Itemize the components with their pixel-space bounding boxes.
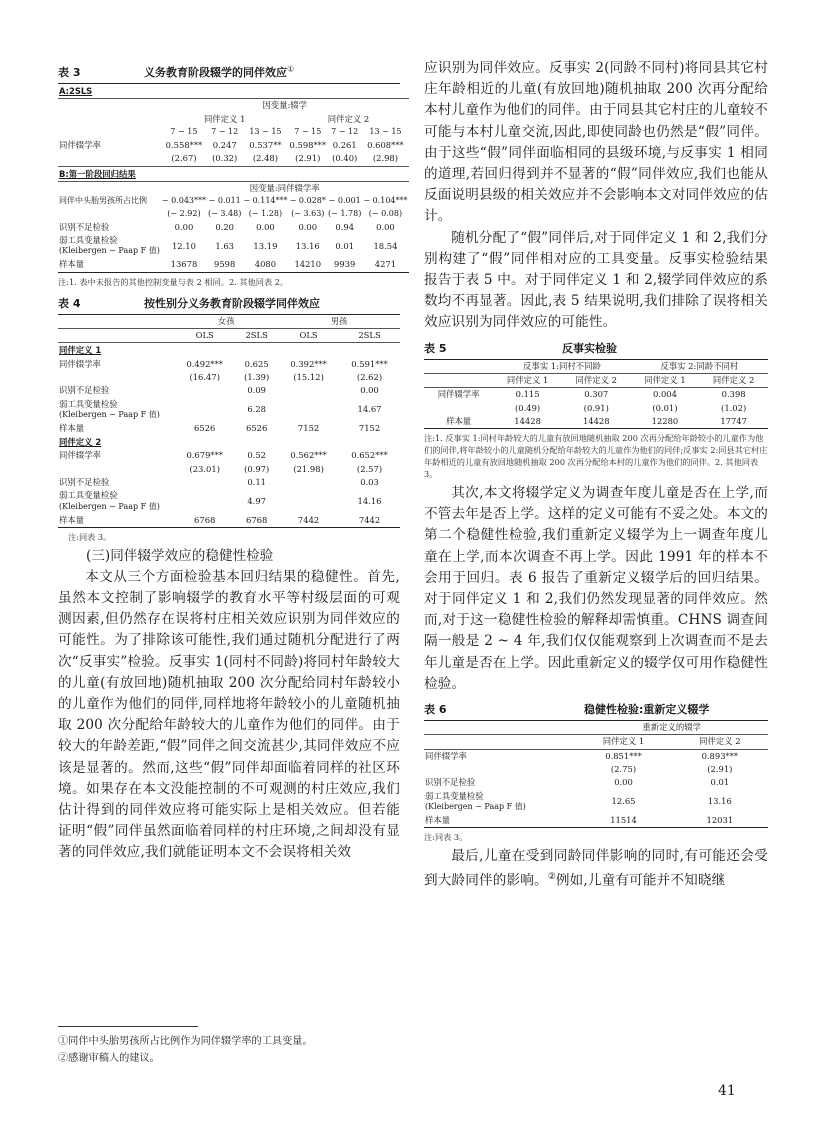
table3-cell: 14210 <box>289 258 328 272</box>
table4-row-label: 识别不足检验 <box>59 477 110 488</box>
table3-cell: − 0.043*** <box>161 196 207 206</box>
table3-cell: (− 1.78) <box>328 209 362 218</box>
table5-def: 同伴定义 2 <box>699 373 768 387</box>
table4-cell: 6768 <box>174 514 235 528</box>
table4-cell: (0.97) <box>244 463 270 474</box>
table3-age: 7 − 12 <box>211 127 239 137</box>
table4-boys: 男孩 <box>330 315 348 326</box>
table6-caption <box>424 701 768 721</box>
table4-row-label: 同伴辍学率 <box>59 358 101 369</box>
table4-cell: 6526 <box>245 422 268 433</box>
table5-cell: 0.004 <box>652 389 677 400</box>
table5-cf1: 反事实 1:同村不同龄 <box>523 360 601 371</box>
table5-cell: 12280 <box>631 415 700 429</box>
table5-row-label: 样本量 <box>424 415 493 429</box>
table3-cell: 0.01 <box>335 240 355 251</box>
table3-row-label: 弱工具变量检验 <box>59 235 118 246</box>
table3-age: 7 − 12 <box>331 127 359 137</box>
table4-number: 表 4 <box>58 296 81 310</box>
table3-row-label: 识别不足检验 <box>59 221 110 232</box>
table5 <box>424 360 768 430</box>
table3-number: 表 3 <box>58 66 81 79</box>
table4-cell: 7152 <box>358 422 381 433</box>
body-paragraph <box>424 846 768 892</box>
table3-cell: (2.91) <box>289 152 328 166</box>
table6-def: 同伴定义 1 <box>575 735 671 749</box>
table6-cell: 13.16 <box>707 796 732 807</box>
table6-dep: 重新定义的辍学 <box>642 721 701 732</box>
table3-cell: 13.16 <box>295 240 320 251</box>
footnote-mark: ② <box>547 872 556 883</box>
table4-cell: 0.652*** <box>351 450 388 461</box>
body-paragraph: 本文从三个方面检验基本回归结果的稳健性。首先,虽然本文控制了影响辍学的教育水平等村级层面的可观测因素,但仍然存在误将村庄相关效应识别为同伴效应的可能性。为了排除该可能性,我们通过随机分配进行了两次“反事实”检验。反事实 1(同村不同龄)将同村年龄较大的儿童(有放回地)随机抽取 200 次分配给同村年龄较小的儿童作为他们的同伴,同样地将年龄较小的儿童随机抽取 200 次分配给年龄较大的儿童作为他们的同伴。由于较大的年龄差距,“假”同伴之间交流甚少,其同伴效应不应该是显著的。然而,这些“假”同伴却面临着同样的社区环境。如果存在本文没能控制的不可观测的村庄效应,我们估计得到的同伴效应将可能实际上是相关效应。但若能证明“假”同伴虽然面临着同样的村庄环境,之间却没有显著的同伴效应,我们就能证明本文不会误将相关效 <box>58 568 400 861</box>
table3-title: 义务教育阶段辍学的同伴效应 <box>144 66 287 79</box>
table6-cell: 0.893*** <box>701 750 739 761</box>
table4-cell: 7442 <box>278 514 339 528</box>
table3-age: 7 − 15 <box>170 127 198 137</box>
table3-cell: 4080 <box>242 258 288 272</box>
table4-row-label: 弱工具变量检验 <box>59 398 118 409</box>
table3-cell: (− 0.08) <box>368 209 403 218</box>
page-number: 41 <box>718 1083 736 1099</box>
table4 <box>58 315 400 528</box>
table3-cell: − 0.114*** <box>243 196 288 206</box>
table3-cell: 0.598*** <box>289 139 327 150</box>
table3-cell: 0.00 <box>298 221 318 232</box>
table3-row-label: 同伴中头胎男孩所占比例 <box>59 196 147 206</box>
table5-cell: 0.307 <box>584 389 609 400</box>
table3-cell: 0.261 <box>332 139 357 150</box>
table4-cell: 7152 <box>297 422 320 433</box>
table3-cell: − 0.011 <box>208 196 241 206</box>
table6-row-label: 识别不足检验 <box>425 777 476 788</box>
table4-cell: 14.16 <box>357 495 382 506</box>
table6-def: 同伴定义 2 <box>672 735 768 749</box>
table4-cell: 14.67 <box>357 403 382 414</box>
table4-row-label: 识别不足检验 <box>59 385 110 396</box>
table3-def1: 同伴定义 1 <box>203 113 246 124</box>
table5-number: 表 5 <box>424 341 447 355</box>
table6-cell: 0.851*** <box>605 750 642 761</box>
table4-cell: 0.00 <box>360 385 379 396</box>
table4-cell: 7442 <box>339 514 400 528</box>
table4-row-label: (Kleibergen − Paap F 值) <box>59 409 160 419</box>
table5-cell: 17747 <box>699 415 768 429</box>
table3-cell: − 0.001 <box>328 196 361 206</box>
footnote: ②感谢审稿人的建议。 <box>58 1053 160 1064</box>
table3-cell: (2.67) <box>161 152 207 166</box>
table6-row-label: (Kleibergen − Paap F 值) <box>425 802 526 812</box>
table3-cell: − 0.104*** <box>363 196 408 206</box>
table3-cell: 13.19 <box>253 240 278 251</box>
table6-cell: 0.01 <box>710 777 730 788</box>
table3-cell: (− 3.63) <box>291 209 325 218</box>
table3-cell: 4271 <box>362 258 408 272</box>
table5-cell: (0.49) <box>515 402 541 413</box>
table6-cell: (2.91) <box>707 763 733 774</box>
table4-caption <box>58 295 400 315</box>
table4-cell: 0.09 <box>247 385 266 396</box>
table4-cell: 0.392*** <box>290 358 327 369</box>
table5-note: 注:1. 反事实 1:同村年龄较大的儿童有放回地随机抽取 200 次再分配给年龄较小的儿童作为他们的同伴,将年龄较小的儿童随机分配给年龄较大的儿童作为他们的同伴;反事实 2:同县其它村庄年龄相近的儿童有放回地随机抽取 200 次再分配给本村的儿童作为他们的同伴。2. 其他同表 3。 <box>424 433 768 480</box>
table3-cell: 0.00 <box>376 221 395 232</box>
table5-cf2: 反事实 2:同龄不同村 <box>660 360 739 371</box>
table3-cell: 9598 <box>207 258 242 272</box>
table3-cell: (− 3.48) <box>208 209 242 218</box>
table3-cell: 0.608*** <box>367 139 404 150</box>
table3-cell: 9939 <box>327 258 362 272</box>
table5-caption <box>424 340 768 360</box>
table4-method: 2SLS <box>235 328 278 342</box>
table3-cell: 0.00 <box>256 221 275 232</box>
table4-cell: (2.62) <box>356 371 383 382</box>
table3-cell: 12.10 <box>171 240 196 251</box>
body-paragraph: 其次,本文将辍学定义为调查年度儿童是否在上学,而不管去年是否上学。这样的定义可能有不妥之处。本文的第二个稳健性检验,我们重新定义辍学为上一调查年度儿童在上学,而本次调查不再上学。因此 1991 年的样本不会用于回归。表 6 报告了重新定义辍学后的回归结果。对于同伴定义 1 和 2,我们仍然发现显著的同伴效应。然而,对于这一稳健性检验的解释却需慎重。CHNS 调查间隔一般是 2 ~ 4 年,我们仅仅能观察到上次调查而不是去年儿童是否在上学。因此重新定义的辍学仅可用作稳健性检验。 <box>424 484 768 692</box>
table5-def: 同伴定义 1 <box>493 373 562 387</box>
table6-cell: 11514 <box>575 814 671 828</box>
table4-row-label: 样本量 <box>58 514 174 528</box>
left-column <box>58 58 408 864</box>
body-paragraph: 应识别为同伴效应。反事实 2(同龄不同村)将同县其它村庄年龄相近的儿童(有放回地)随机抽取 200 次再分配给本村儿童作为他们的同伴。由于同县其它村庄的儿童较不可能与本村儿童交流,因此,即使同龄也仍然是“假”同伴。由于这些“假”同伴面临相同的县级环境,与反事实 1 相同的道理,若回归得到并不显著的“假”同伴效应,我们也能从反面说明县级的相关效应并不会影响本文对同伴效应的估计。 <box>424 60 768 225</box>
table3-caption <box>58 64 400 84</box>
table4-cell: (1.39) <box>244 371 270 382</box>
table4-cell: 0.03 <box>360 477 379 488</box>
table6-row-label: 弱工具变量检验 <box>425 790 484 801</box>
table3-age: 7 − 15 <box>294 127 322 137</box>
table3-cell: 13678 <box>161 258 207 272</box>
table3-cell: (2.98) <box>362 152 408 166</box>
table3-cell: 1.63 <box>215 240 235 251</box>
body-text: 最后,儿童在受到同龄同伴影响的同时,有可能还会受到大龄同伴的影响。 <box>424 848 768 889</box>
footnote-divider <box>58 1026 198 1027</box>
table3-row-label: 样本量 <box>58 258 161 272</box>
table3-age: 13 − 15 <box>249 127 282 137</box>
right-column <box>424 58 768 892</box>
table4-cell: 4.97 <box>247 495 266 506</box>
table4-cell: (23.01) <box>189 463 220 474</box>
table4-cell: (16.47) <box>189 371 220 382</box>
table3-cell: 18.54 <box>373 240 398 251</box>
table4-cell: 6768 <box>235 514 278 528</box>
table3-cell: 0.537** <box>249 139 282 150</box>
table3-def2: 同伴定义 2 <box>327 113 370 124</box>
table5-cell: 14428 <box>493 415 562 429</box>
table4-cell: 6.28 <box>247 403 266 414</box>
body-paragraph: 随机分配了“假”同伴后,对于同伴定义 1 和 2,我们分别构建了“假”同伴相对应的工具变量。反事实检验结果报告于表 5 中。对于同伴定义 1 和 2,辍学同伴效应的系数均不再显著。因此,表 5 结果说明,我们排除了误将相关效应识别为同伴效应的可能性。 <box>424 229 768 331</box>
table3-cell: (− 1.28) <box>248 209 283 218</box>
table4-cell: 0.679*** <box>186 450 223 461</box>
table5-cell: (1.02) <box>721 402 747 413</box>
table3-age: 13 − 15 <box>369 127 402 137</box>
table3-cell: 0.20 <box>215 221 235 232</box>
table5-cell: 0.398 <box>721 389 746 400</box>
table3 <box>58 84 409 273</box>
table4-cell: 0.52 <box>247 450 266 461</box>
table3-cell: (2.48) <box>242 152 288 166</box>
table4-row-label: 弱工具变量检验 <box>59 490 118 501</box>
table5-title: 反事实检验 <box>562 341 617 355</box>
table3-row-label: (Kleibergen − Paap F 值) <box>59 246 160 256</box>
table6-number: 表 6 <box>424 702 447 716</box>
table6-row-label: 同伴辍学率 <box>425 750 467 761</box>
table3-cell: 0.247 <box>212 139 237 150</box>
table6-note: 注:同表 3。 <box>424 832 468 843</box>
table4-method: OLS <box>278 328 339 342</box>
table4-title: 按性别分义务教育阶段辍学同伴效应 <box>144 296 320 310</box>
table4-cell: (21.98) <box>293 463 324 474</box>
table3-dep-b: 因变量:同伴辍学率 <box>161 181 409 195</box>
table3-panel-a: A:2SLS <box>59 86 93 96</box>
table5-cell: 0.115 <box>515 389 540 400</box>
table6-cell: 12.65 <box>611 796 636 807</box>
table3-cell: 0.00 <box>174 221 194 232</box>
body-text: 例如,儿童有可能并不知晓继 <box>555 872 726 889</box>
table3-cell: (0.32) <box>207 152 242 166</box>
table4-method: 2SLS <box>339 328 400 342</box>
table4-cell: (2.57) <box>356 463 383 474</box>
table5-cell: 14428 <box>562 415 631 429</box>
footnote: ①同伴中头胎男孩所占比例作为同伴辍学率的工具变量。 <box>58 1036 313 1047</box>
table3-cell: − 0.028* <box>289 196 326 206</box>
table6-cell: 0.00 <box>614 777 633 788</box>
table4-def1: 同伴定义 1 <box>59 345 102 356</box>
table6-row-label: 样本量 <box>424 814 575 828</box>
table6-title: 稳健性检验:重新定义辍学 <box>584 702 710 716</box>
table4-cell: 0.625 <box>244 358 269 369</box>
table4-cell: (15.12) <box>293 371 324 382</box>
table5-row-label: 同伴辍学率 <box>437 389 480 400</box>
table4-note: 注:同表 3。 <box>68 531 112 542</box>
table4-girls: 女孩 <box>217 315 235 326</box>
table4-cell: 0.562*** <box>290 450 327 461</box>
table4-row-label: 同伴辍学率 <box>59 450 101 461</box>
table3-footnote-mark: ① <box>287 64 295 74</box>
table4-cell: 0.492*** <box>186 358 223 369</box>
table5-cell: (0.01) <box>652 402 678 413</box>
table3-panel-b: B:第一阶段回归结果 <box>59 168 136 179</box>
table5-cell: (0.91) <box>583 402 609 413</box>
section-heading: (三)同伴辍学效应的稳健性检验 <box>86 547 274 564</box>
table3-cell: 0.94 <box>335 221 355 232</box>
table6 <box>424 721 768 828</box>
table4-row-label: 样本量 <box>59 422 85 433</box>
table6-cell: 12031 <box>672 814 768 828</box>
table4-def2: 同伴定义 2 <box>59 437 102 448</box>
table4-row-label: (Kleibergen − Paap F 值) <box>59 501 160 511</box>
table3-dep-a: 因变量:辍学 <box>161 99 409 113</box>
table3-cell: (0.40) <box>327 152 362 166</box>
table4-cell: 0.11 <box>247 477 266 488</box>
table3-cell: 0.558*** <box>165 139 203 150</box>
table5-def: 同伴定义 2 <box>562 373 631 387</box>
table4-cell: 6526 <box>194 422 216 433</box>
table6-cell: (2.75) <box>610 763 637 774</box>
table3-note: 注:1. 表中未报告的其他控制变量与表 2 相同。2. 其他同表 2。 <box>58 276 289 287</box>
table4-method: OLS <box>174 328 235 342</box>
table5-def: 同伴定义 1 <box>631 373 700 387</box>
table3-row-label: 同伴辍学率 <box>59 139 101 150</box>
table4-cell: 0.591*** <box>351 358 388 369</box>
table3-cell: (− 2.92) <box>167 209 201 218</box>
